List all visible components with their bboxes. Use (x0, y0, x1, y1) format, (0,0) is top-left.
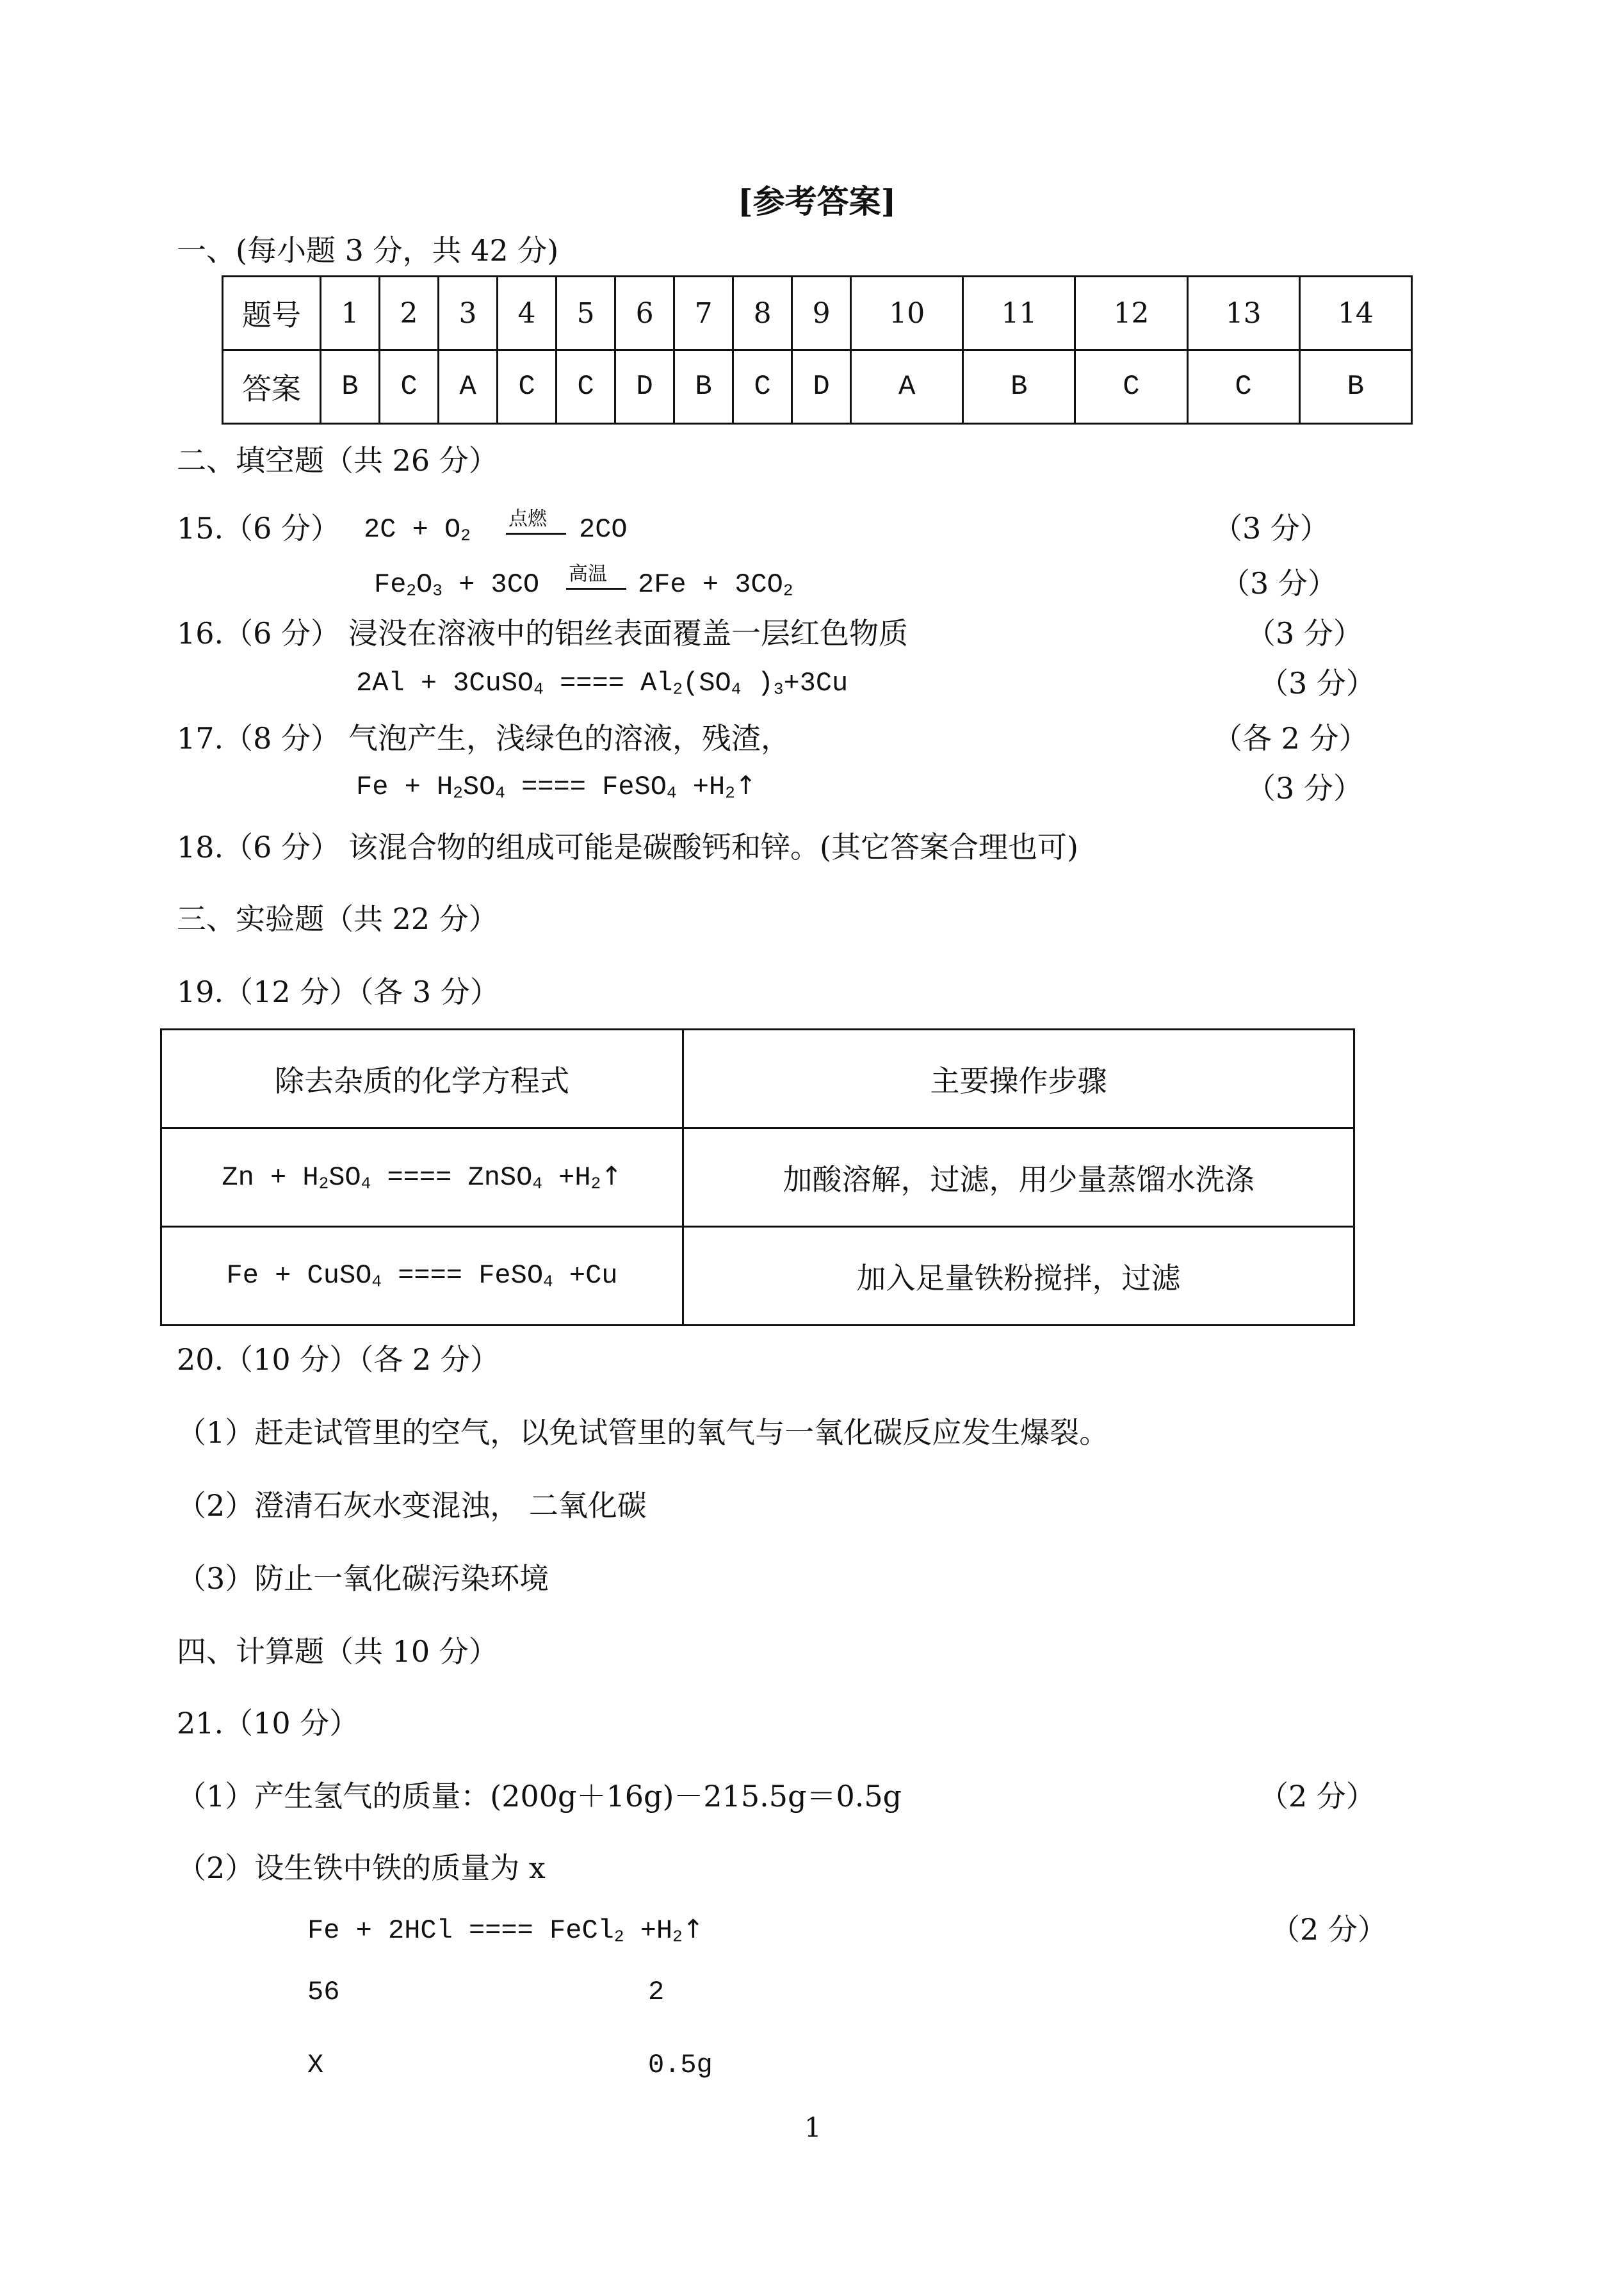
q16-equation (356, 670, 848, 698)
q21-item-2: （2）设生铁中铁的质量为 x (177, 1851, 546, 1885)
answer-letter: C (1187, 350, 1299, 424)
gas-arrow-icon: ↑ (601, 1161, 622, 1191)
q21-eq-part: Fe + 2HCl ==== FeCl (307, 1915, 614, 1946)
q21-ratio-molar-right: 2 (648, 1977, 665, 2007)
q16-score-1: （3 分） (1246, 616, 1363, 651)
answer-letter: A (439, 350, 498, 424)
q15-eq2-part: Fe (374, 569, 407, 600)
q16-eq-part: ==== Al (543, 668, 673, 699)
answer-letter: C (733, 350, 792, 424)
question-number: 14 (1299, 277, 1411, 350)
answer-letter: B (1299, 350, 1411, 424)
q17-eq-subscript: 2 (725, 783, 735, 803)
q20-item-2: （2）澄清石灰水变混浊， 二氧化碳 (177, 1488, 647, 1523)
q15-label: 15.（6 分） (177, 511, 341, 546)
question-number: 9 (792, 277, 851, 350)
q17-eq-part: +H (676, 772, 726, 802)
question-number: 12 (1075, 277, 1187, 350)
q20-label: 20.（10 分）（各 2 分） (177, 1342, 499, 1377)
q17-eq-subscript: 2 (453, 783, 463, 803)
q15-equation-2 (374, 571, 539, 599)
q21-eq-subscript: 2 (672, 1927, 683, 1947)
q15-eq2-right (638, 571, 793, 599)
gas-arrow-icon: ↑ (735, 771, 757, 800)
answer-letter: D (615, 350, 674, 424)
q19-eq-part: SO (329, 1162, 361, 1193)
q21-equation (307, 1917, 704, 1945)
q15-eq2-score: （3 分） (1221, 566, 1337, 601)
answer-table-answer-row (223, 350, 1412, 424)
question-number: 7 (674, 277, 733, 350)
q20-item-1: （1）赶走试管里的空气，以免试管里的氧气与一氧化碳反应发生爆裂。 (177, 1415, 1109, 1450)
q19-eq-subscript: 2 (318, 1174, 329, 1194)
q19-row1-equation (161, 1128, 683, 1227)
q15-eq2-subscript: 2 (783, 581, 793, 601)
q15-eq2-subscript: 2 (406, 581, 417, 601)
answer-letter: C (556, 350, 615, 424)
page-number: 1 (804, 2112, 822, 2143)
q16-eq-subscript: 2 (672, 679, 683, 699)
q21-eq-subscript: 2 (613, 1927, 624, 1947)
q19-eq-subscript: 4 (371, 1272, 382, 1292)
q16-eq-part: ) (741, 668, 774, 699)
q19-eq-part: Fe + CuSO (226, 1260, 372, 1292)
q18-label: 18.（6 分） (177, 830, 341, 864)
question-number: 5 (556, 277, 615, 350)
q16-score-2: （3 分） (1259, 666, 1376, 701)
q15-eq1-right: 2CO (579, 514, 628, 545)
answer-letter: B (674, 350, 733, 424)
q15-eq1-score: （3 分） (1213, 511, 1329, 546)
q17-equation (356, 771, 757, 803)
q21-item-1-score: （2 分） (1259, 1779, 1376, 1813)
gas-arrow-icon: ↑ (682, 1915, 704, 1944)
question-number: 1 (321, 277, 380, 350)
question-number: 13 (1187, 277, 1299, 350)
q19-row2-step: 加入足量铁粉搅拌，过滤 (683, 1227, 1354, 1326)
q19-col-steps-header: 主要操作步骤 (683, 1030, 1354, 1128)
question-number: 10 (851, 277, 963, 350)
q17-answer-text: 气泡产生，浅绿色的溶液，残渣， (348, 721, 790, 756)
q19-eq-part: +H (542, 1162, 591, 1193)
q19-eq-subscript: 2 (590, 1174, 601, 1194)
question-number: 6 (615, 277, 674, 350)
question-number-label: 题号 (223, 277, 321, 350)
q16-eq-subscript: 4 (533, 679, 544, 699)
answer-letter: A (851, 350, 963, 424)
page-title: [参考答案] (738, 182, 897, 220)
section4-heading: 四、计算题（共 10 分） (177, 1634, 498, 1669)
q19-eq-part: ==== ZnSO (371, 1162, 533, 1193)
q20-item-3: （3）防止一氧化碳污染环境 (177, 1561, 549, 1596)
q21-eq-part: +H (624, 1915, 673, 1946)
q19-row2-equation (161, 1227, 683, 1326)
q19-eq-subscript: 4 (532, 1174, 542, 1194)
section1-heading: 一、(每小题 3 分，共 42 分) (177, 233, 559, 268)
q19-header-row (161, 1030, 1354, 1128)
q17-score-1: （各 2 分） (1213, 721, 1368, 756)
q21-ratio-mass-right: 0.5g (648, 2050, 713, 2080)
q17-eq-part: Fe + H (356, 772, 453, 802)
answer-letter: B (963, 350, 1075, 424)
q17-eq-subscript: 4 (495, 783, 505, 803)
question-number: 4 (498, 277, 556, 350)
q16-eq-part: 2Al + 3CuSO (356, 668, 534, 699)
q15-eq1-subscript: 2 (460, 526, 471, 546)
q16-answer-text: 浸没在溶液中的铝丝表面覆盖一层红色物质 (348, 616, 908, 651)
answer-letter: B (321, 350, 380, 424)
q17-eq-part: SO (462, 772, 496, 802)
q16-eq-part: (SO (683, 668, 731, 699)
answer-letter: C (498, 350, 556, 424)
q19-table (160, 1028, 1355, 1326)
q15-equation-1 (364, 516, 471, 544)
q21-ratio-mass-left: X (307, 2050, 324, 2080)
q19-eq-part: +Cu (553, 1260, 618, 1292)
answer-table-number-row (223, 277, 1412, 350)
q16-eq-subscript: 4 (731, 679, 742, 699)
q19-eq-part: ==== FeSO (381, 1260, 544, 1292)
question-number: 11 (963, 277, 1075, 350)
answer-letter: D (792, 350, 851, 424)
q19-row1-step: 加酸溶解，过滤，用少量蒸馏水洗涤 (683, 1128, 1354, 1227)
q19-eq-subscript: 4 (361, 1174, 371, 1194)
q15-eq2-part: O (416, 569, 433, 600)
table-row (161, 1227, 1354, 1326)
table-row (161, 1128, 1354, 1227)
q15-eq1-condition: 点燃 (508, 508, 547, 530)
q15-eq2-part: 2Fe + 3CO (638, 569, 783, 600)
q17-score-2: （3 分） (1246, 771, 1363, 806)
answer-table (222, 275, 1413, 425)
q17-eq-subscript: 4 (666, 783, 677, 803)
q19-label: 19.（12 分）（各 3 分） (177, 975, 499, 1009)
q15-eq1-left: 2C + O (364, 514, 461, 545)
answer-letter: C (380, 350, 439, 424)
question-number: 2 (380, 277, 439, 350)
q19-eq-part: Zn + H (222, 1162, 319, 1193)
q15-eq2-part: + 3CO (442, 569, 540, 600)
answer-letter: C (1075, 350, 1187, 424)
answer-label: 答案 (223, 350, 321, 424)
q16-eq-subscript: 3 (773, 679, 784, 699)
question-number: 3 (439, 277, 498, 350)
q15-eq2-condition: 高温 (569, 563, 607, 585)
q17-eq-part: ==== FeSO (505, 772, 667, 802)
q19-col-equation-header: 除去杂质的化学方程式 (161, 1030, 683, 1128)
section2-heading: 二、填空题（共 26 分） (177, 443, 498, 478)
q18-answer-text: 该混合物的组成可能是碳酸钙和锌。(其它答案合理也可) (348, 830, 1078, 864)
q19-eq-subscript: 4 (543, 1272, 553, 1292)
question-number: 8 (733, 277, 792, 350)
q21-item-1: （1）产生氢气的质量：(200g＋16g)－215.5g＝0.5g (177, 1779, 902, 1813)
q21-ratio-molar-left: 56 (307, 1977, 340, 2007)
q21-label: 21.（10 分） (177, 1706, 359, 1740)
q16-label: 16.（6 分） (177, 616, 341, 651)
q17-label: 17.（8 分） (177, 721, 341, 756)
section3-heading: 三、实验题（共 22 分） (177, 902, 498, 936)
q15-eq2-reaction-line (566, 588, 626, 590)
q15-eq2-subscript: 3 (432, 581, 443, 601)
q15-eq1-reaction-line (506, 533, 566, 535)
q16-eq-part: +3Cu (783, 668, 849, 699)
q21-eq-score: （2 分） (1271, 1912, 1387, 1947)
